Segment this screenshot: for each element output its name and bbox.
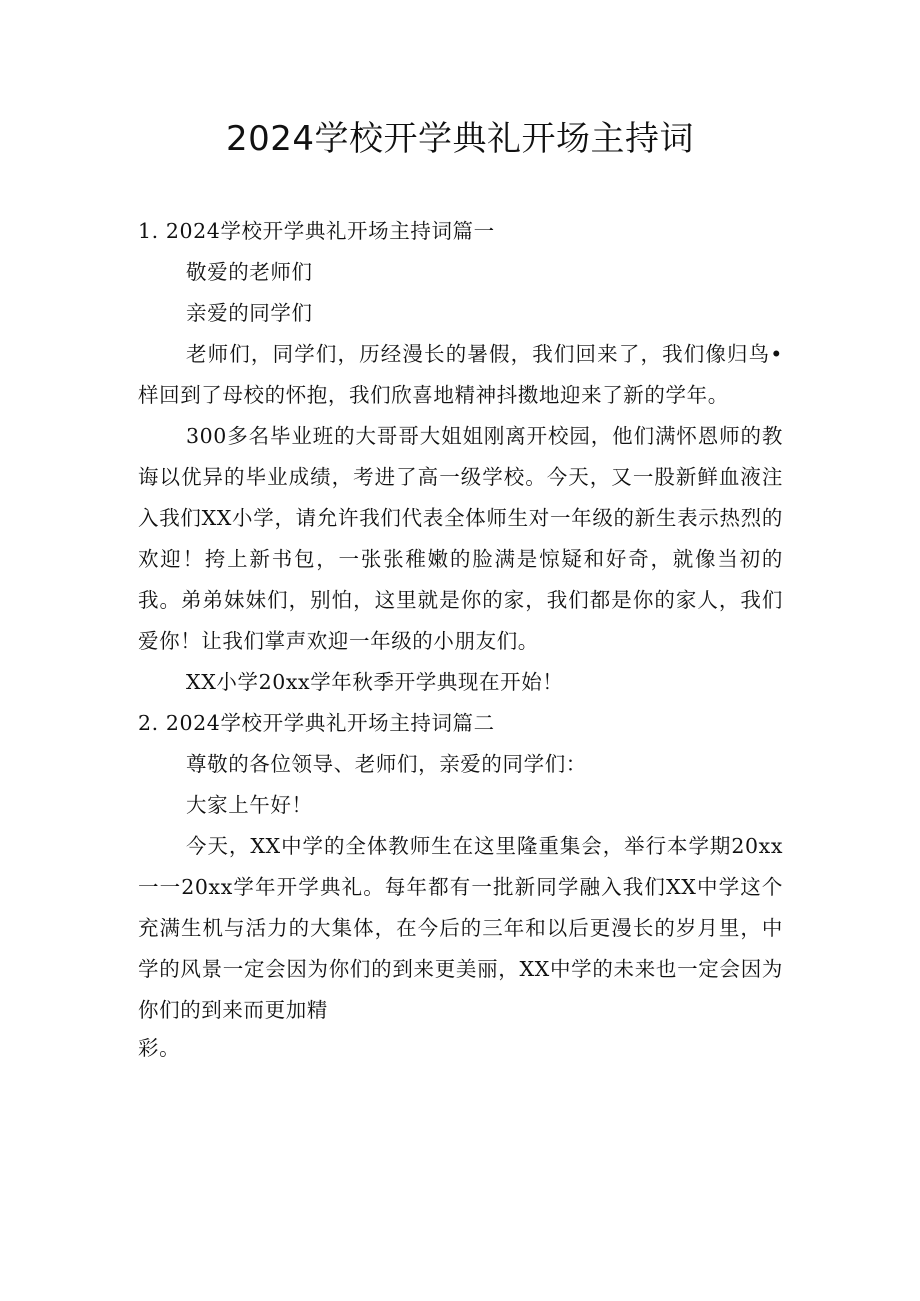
paragraph: 彩。 xyxy=(138,1036,181,1060)
paragraph: 敬爱的老师们 xyxy=(186,260,313,284)
paragraph: 尊敬的各位领导、老师们，亲爱的同学们： xyxy=(186,752,587,776)
paragraph: 大家上午好！ xyxy=(186,793,313,817)
paragraph: 300多名毕业班的大哥哥大姐姐刚离开校园，他们满怀恩师的教诲以优异的毕业成绩，考进了高一级学校。今天，又一股新鲜血液注入我们XX小学，请允许我们代表全体师生对一年级的新生表示热烈的欢迎！挎上新书包，一张张稚嫩的脸满是惊疑和好奇，就像当初的我。弟弟妹妹们，别怕，这里就是你的家，我们都是你的家人，我们爱你！让我们掌声欢迎一年级的小朋友们。 xyxy=(138,424,783,653)
paragraph: XX小学20xx学年秋季开学典现在开始！ xyxy=(186,670,564,694)
document-title: 2024学校开学典礼开场主持词 xyxy=(225,119,695,159)
document-body xyxy=(138,211,783,1063)
paragraph: 亲爱的同学们 xyxy=(186,301,313,325)
paragraph: 今天，XX中学的全体教师生在这里隆重集会，举行本学期20xx一一20xx学年开学典礼。每年都有一批新同学融入我们XX中学这个充满生机与活力的大集体，在今后的三年和以后更漫长的岁月里，中学的风景一定会因为你们的到来更美丽，XX中学的未来也一定会因为你们的到来而更加精 xyxy=(138,834,783,1022)
section-heading: 2. 2024学校开学典礼开场主持词篇二 xyxy=(138,711,495,735)
paragraph: 老师们，同学们，历经漫长的暑假，我们回来了，我们像归鸟•样回到了母校的怀抱，我们欣喜地精神抖擞地迎来了新的学年。 xyxy=(138,342,783,407)
section-heading: 1. 2024学校开学典礼开场主持词篇一 xyxy=(138,219,495,243)
